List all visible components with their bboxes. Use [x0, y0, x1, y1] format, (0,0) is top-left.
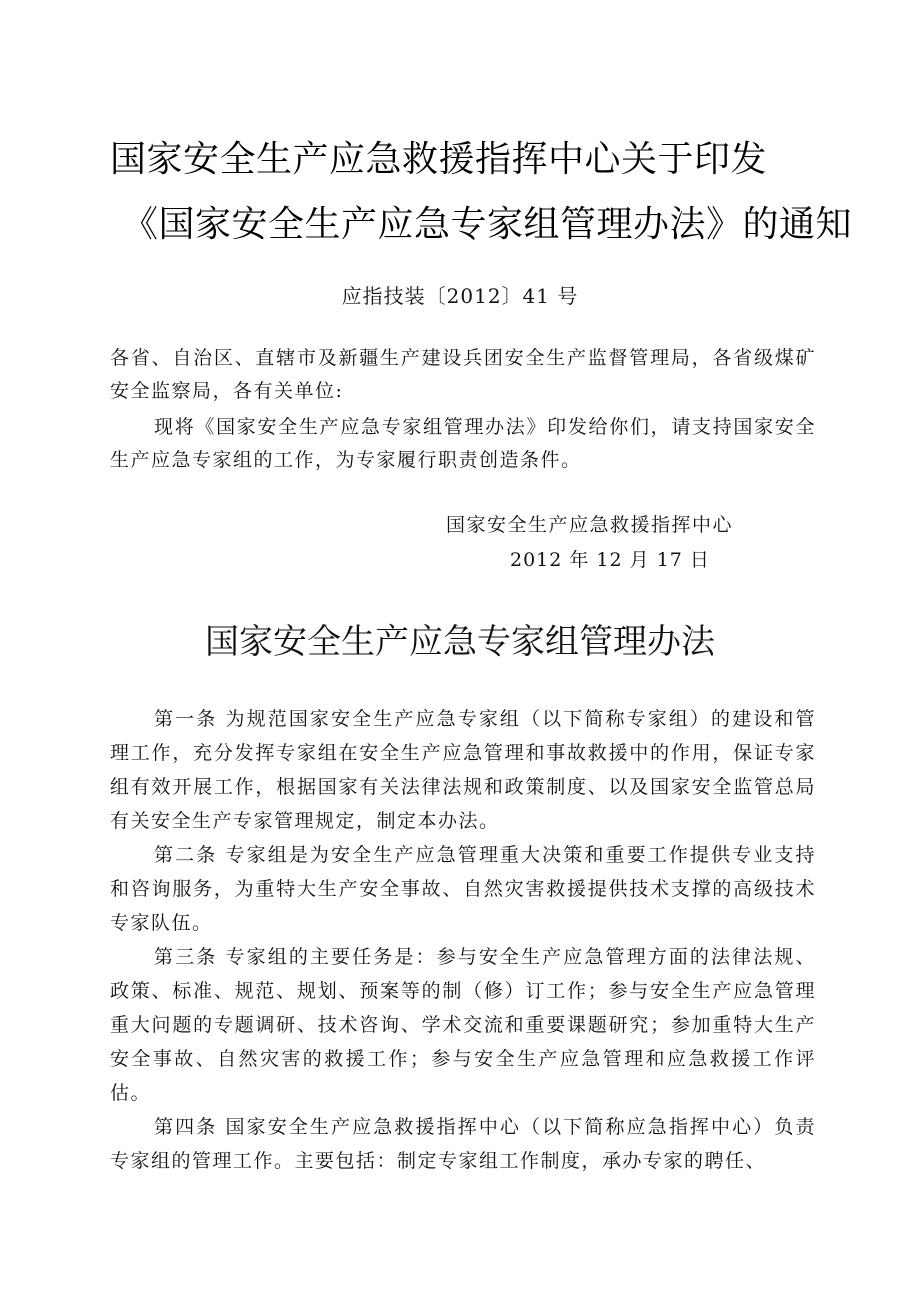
regulation-title: 国家安全生产应急专家组管理办法	[205, 622, 715, 662]
notice-title-line-1: 国家安全生产应急救援指挥中心关于印发	[110, 139, 768, 180]
article-3: 第三条 专家组的主要任务是：参与安全生产应急管理方面的法律法规、政策、标准、规范、规划、预案等的制（修）订工作；参与安全生产应急管理重大问题的专题调研、技术咨询、学术交流和重要课题研究；参加重特大生产安全事故、自然灾害的救援工作；参与安全生产应急管理和应急救援工作评估。	[110, 946, 816, 1104]
document-number: 应指技装〔2012〕41 号	[341, 284, 579, 308]
addressee: 各省、自治区、直辖市及新疆生产建设兵团安全生产监督管理局，各省级煤矿安全监察局，各有关单位:	[110, 347, 816, 402]
signature-organization: 国家安全生产应急救援指挥中心	[446, 514, 734, 536]
article-4: 第四条 国家安全生产应急救援指挥中心（以下简称应急指挥中心）负责专家组的管理工作。主要包括：制定专家组工作制度，承办专家的聘任、	[110, 1116, 816, 1172]
article-1: 第一条 为规范国家安全生产应急专家组（以下简称专家组）的建设和管理工作，充分发挥专家组在安全生产应急管理和事故救援中的作用，保证专家组有效开展工作，根据国家有关法律法规和政策制度、以及国家安全监管总局有关安全生产专家管理规定，制定本办法。	[110, 708, 816, 832]
notice-title-line-2: 《国家安全生产应急专家组管理办法》的通知	[122, 204, 853, 245]
signature-date: 2012 年 12 月 17 日	[510, 549, 710, 571]
article-2: 第二条 专家组是为安全生产应急管理重大决策和重要工作提供专业支持和咨询服务，为重特大生产安全事故、自然灾害救援提供技术支撑的高级技术专家队伍。	[110, 844, 816, 934]
regulation-articles	[110, 702, 816, 1178]
notice-body: 现将《国家安全生产应急专家组管理办法》印发给你们，请支持国家安全生产应急专家组的工作，为专家履行职责创造条件。	[110, 416, 816, 471]
